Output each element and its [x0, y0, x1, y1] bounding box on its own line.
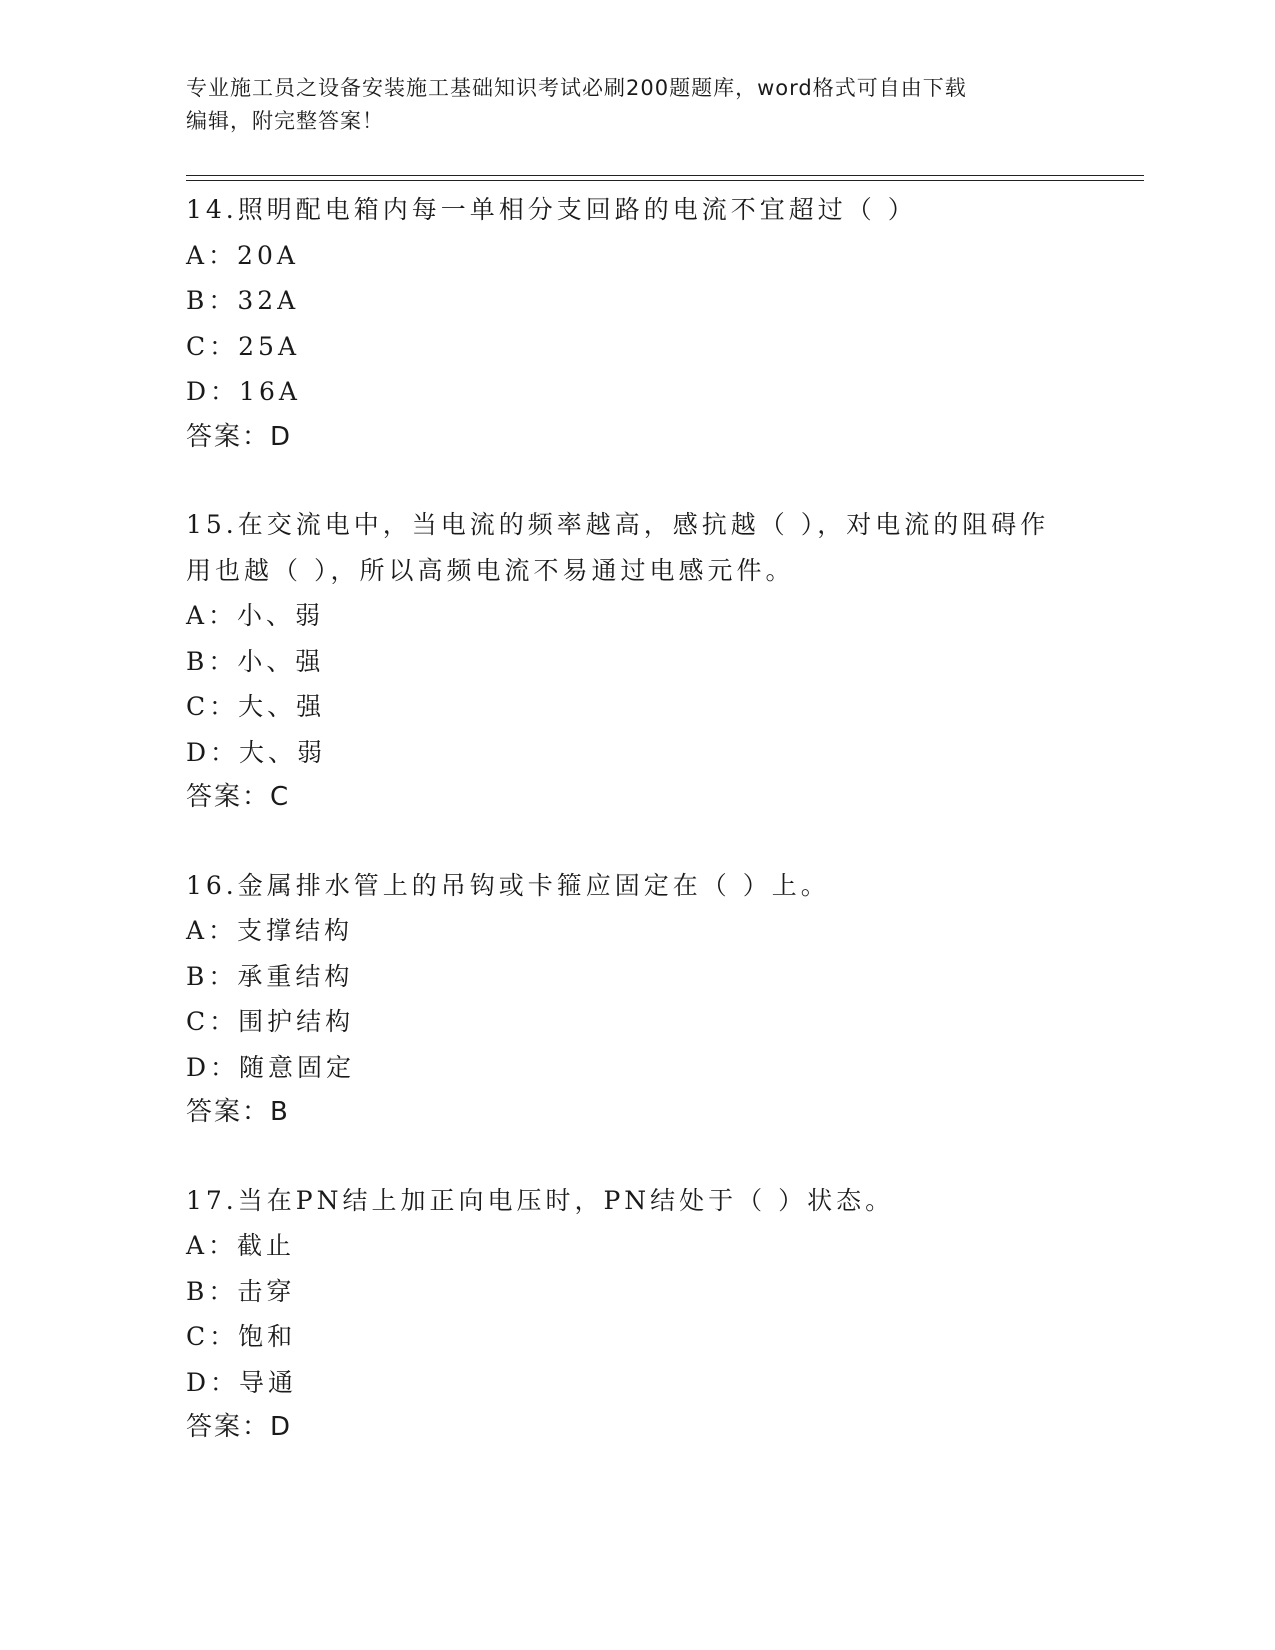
- question-stem: 14.照明配电箱内每一单相分支回路的电流不宜超过（ ）: [186, 195, 917, 224]
- option-c: C：大、强: [186, 692, 326, 721]
- option-d: D：导通: [186, 1367, 298, 1397]
- question-spacer: [186, 460, 1146, 502]
- answer-line: 答案：C: [186, 782, 291, 812]
- option-a: A：截止: [186, 1231, 296, 1260]
- option-a: A：支撑结构: [186, 916, 354, 945]
- question-16: [186, 863, 1146, 1136]
- question-stem: 15.在交流电中，当电流的频率越高，感抗越（ ），对电流的阻碍作: [186, 510, 1050, 539]
- question-spacer: [186, 1136, 1146, 1178]
- question-stem: 16.金属排水管上的吊钩或卡箍应固定在（ ）上。: [186, 870, 830, 900]
- option-c: C：围护结构: [186, 1007, 355, 1036]
- option-b: B：32A: [186, 286, 300, 315]
- option-d: D：随意固定: [186, 1052, 356, 1082]
- question-stem: 17.当在PN结上加正向电压时，PN结处于（ ）状态。: [186, 1185, 895, 1215]
- question-stem-continued: 用也越（ ），所以高频电流不易通过电感元件。: [186, 555, 795, 585]
- header-line-2: 编辑，附完整答案！: [186, 109, 384, 133]
- option-d: D：大、弱: [186, 737, 327, 767]
- header-line-1: 专业施工员之设备安装施工基础知识考试必刷200题题库，word格式可自由下载: [186, 76, 967, 100]
- question-17: [186, 1178, 1146, 1451]
- option-b: B：小、强: [186, 646, 325, 676]
- answer-line: 答案：B: [186, 1097, 290, 1127]
- answer-line: 答案：D: [186, 421, 293, 452]
- header-divider-bottom: [186, 180, 1144, 181]
- question-15: [186, 502, 1146, 821]
- option-c: C：饱和: [186, 1322, 297, 1351]
- header-divider-top: [186, 175, 1144, 176]
- option-b: B：击穿: [186, 1276, 296, 1306]
- document-header: [186, 72, 1086, 138]
- question-list: [186, 187, 1146, 1451]
- option-c: C：25A: [186, 331, 300, 361]
- answer-line: 答案：D: [186, 1412, 293, 1442]
- question-14: [186, 187, 1146, 460]
- question-spacer: [186, 821, 1146, 863]
- option-a: A：20A: [186, 240, 299, 270]
- option-a: A：小、弱: [186, 601, 325, 630]
- option-b: B：承重结构: [186, 961, 354, 991]
- option-d: D：16A: [186, 377, 301, 406]
